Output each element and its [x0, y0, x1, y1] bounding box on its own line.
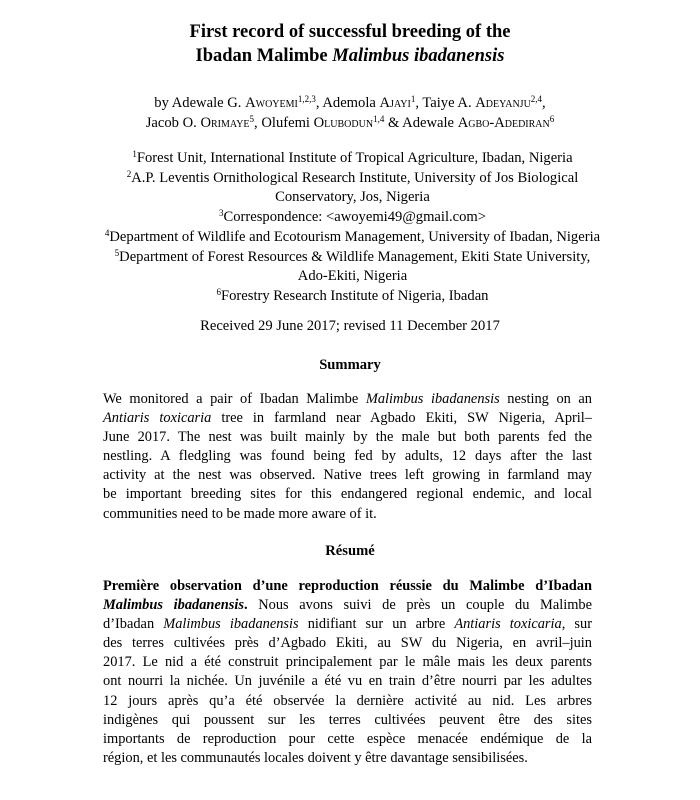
affiliation: $^1$Forest Unit, International Institute of Tropical Agriculture, Ibadan, Nigeria — [132, 149, 573, 166]
paragraph-line — [103, 466, 592, 485]
text-run: communities need to be made more aware of it. — [103, 505, 377, 522]
text-run: ont nourri la nichée. Un juvénile a été vu en train d’être nourri par les adultes — [103, 673, 592, 690]
text-run: We monitored a pair of Ibadan Malimbe — [103, 391, 366, 407]
author-by: by — [154, 95, 169, 111]
text-run: be important breeding sites for this endangered regional endemic, and local — [103, 486, 592, 503]
paragraph-line — [103, 711, 592, 730]
text-run: 2017. Le nid a été construit principalement par le mâle mais les deux parents — [103, 654, 592, 671]
paragraph-line — [103, 692, 592, 711]
italic-run: Malimbus ibadanensis — [163, 616, 299, 633]
text-run: June 2017. The nest was built mainly by the male but both parents fed the — [103, 429, 592, 446]
paragraph-line — [103, 596, 592, 615]
affiliation-continued: Conservatory, Jos, Nigeria — [275, 189, 430, 206]
paragraph-line — [103, 730, 592, 749]
paragraph-line — [103, 615, 592, 634]
italic-run: Antiaris toxicaria — [454, 616, 562, 633]
paragraph-line — [103, 505, 592, 524]
author: Adewale G. Awoyemi$^{1,2,3}$ — [171, 94, 316, 111]
text-run: Nous avons suivi de près un couple du Malimbe — [247, 597, 592, 614]
correspondence-email[interactable]: $^3$Correspondence: <awoyemi49@gmail.com> — [218, 208, 487, 226]
text-run: 12 jours après qu’a été observée la dernière activité au nid. Les arbres — [103, 692, 592, 709]
italic-run: Malimbus ibadanensis — [365, 391, 500, 407]
paragraph-line — [103, 428, 592, 447]
text-run: indigènes qui poussent sur les terres cultivées peuvent être des sites — [103, 711, 592, 728]
title-species-name: Malimbus ibadanensis — [332, 46, 505, 66]
resume-paragraph — [103, 577, 592, 768]
paragraph-line — [103, 409, 592, 428]
text-run: des terres cultivées près d’Agbado Ekiti, au SW du Nigeria, en avril–juin — [103, 635, 592, 652]
paragraph-line — [103, 634, 592, 653]
author: Taiye A. Adeyanju$^{2,4}$ — [422, 94, 543, 111]
paragraph-line — [103, 653, 592, 672]
affiliation: $^4$Department of Wildlife and Ecotourism Management, University of Ibadan, Nigeria — [104, 227, 601, 245]
paragraph-line — [103, 577, 592, 596]
author-line-1: by Adewale G. Awoyemi$^{1,2,3}$, Ademola Ajayi$^1$, Taiye A. Adeyanju$^{2,4}$, — [154, 94, 546, 111]
author: Adewale Agbo-Adediran$^6$ — [402, 114, 555, 131]
paper-title — [0, 20, 700, 68]
received-dates: Received 29 June 2017; revised 11 December 2017 — [200, 318, 500, 334]
affiliation: $^6$Forestry Research Institute of Nigeria, Ibadan — [216, 286, 489, 304]
text-run: nidifiant sur un arbre — [298, 616, 455, 633]
text-run: tree in farmland near Agbado Ekiti, SW Nigeria, April– — [211, 410, 592, 427]
text-run: Première observation d’une reproduction réussie du Malimbe d’Ibadan — [103, 578, 592, 594]
author-list — [0, 93, 700, 133]
title-line-1: First record of successful breeding of the — [189, 22, 511, 42]
paragraph-line — [103, 447, 592, 466]
author-line-2: Jacob O. Orimaye$^5$, Olufemi Olubodun$^{1,4}$ & Adewale Agbo-Adediran$^6$ — [145, 114, 555, 131]
text-run: importants de reproduction pour cette espèce menacée endémique de la — [103, 730, 592, 747]
author: Olufemi Olubodun$^{1,4}$ — [261, 114, 385, 131]
resume-heading: Résumé — [325, 543, 375, 559]
title-line-2 — [0, 44, 700, 68]
affiliation-continued: Ado-Ekiti, Nigeria — [297, 268, 408, 285]
text-run: nestling. A fledgling was found being fed by adults, 12 days after the last — [103, 448, 592, 465]
summary-paragraph — [103, 390, 592, 524]
author: Jacob O. Orimaye$^5$ — [145, 114, 255, 131]
text-run: d’Ibadan — [103, 616, 164, 633]
text-run: . — [244, 597, 248, 614]
paragraph-line — [103, 749, 592, 768]
italic-run: Antiaris toxicaria — [103, 410, 212, 427]
text-run: activity at the nest was observed. Native trees left growing in farmland may — [103, 467, 592, 484]
italic-run: Malimbus ibadanensis — [103, 597, 244, 614]
paragraph-line — [103, 390, 592, 409]
paragraph-line — [103, 485, 592, 504]
author: Ademola Ajayi$^1$ — [322, 94, 416, 111]
affiliation-list — [40, 149, 665, 307]
text-run: région, et les communautés locales doivent y être davantage sensibilisées. — [103, 749, 528, 766]
affiliation: $^2$A.P. Leventis Ornithological Research Institute, University of Jos Biological — [126, 168, 579, 186]
summary-heading: Summary — [319, 357, 381, 373]
paragraph-line — [103, 672, 592, 691]
title-line-2-prefix: Ibadan Malimbe — [195, 46, 333, 66]
text-run: , sur — [561, 616, 592, 633]
affiliation: $^5$Department of Forest Resources & Wildlife Management, Ekiti State University, — [114, 247, 591, 265]
text-run: nesting on an — [499, 391, 592, 407]
